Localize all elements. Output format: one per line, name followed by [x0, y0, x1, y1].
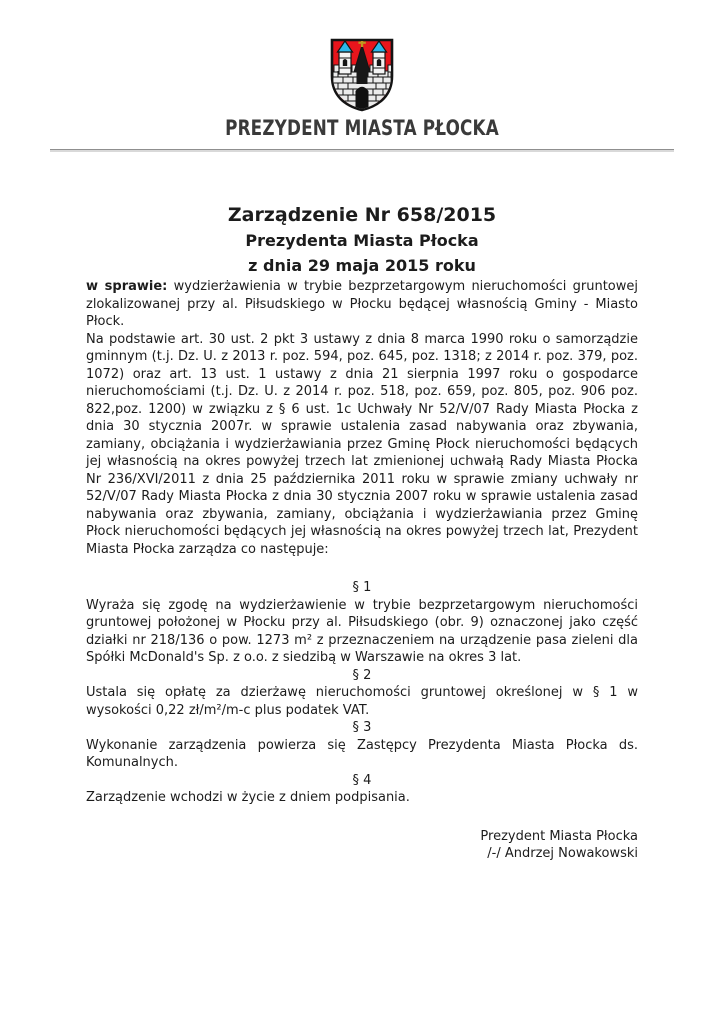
subject-label: w sprawie: — [86, 279, 168, 294]
subject-text: wydzierżawienia w trybie bezprzetargowym nieruchomości gruntowej zlokalizowanej przy al. Piłsudskiego w Płocku będącej własnością Gminy - Miasto Płock. — [86, 279, 639, 329]
document-title — [86, 202, 638, 278]
section-2-text: Ustala się opłatę za dzierżawę nieruchomości gruntowej określonej w § 1 w wysokości 0,22 zł/m²/m-c plus podatek VAT. — [86, 685, 638, 718]
section-2-mark: § 2 — [352, 667, 372, 683]
section-4-mark: § 4 — [352, 772, 372, 788]
plock-coat-of-arms-icon — [330, 38, 394, 112]
header-divider — [50, 149, 674, 152]
office-name: PREZYDENT MIASTA PŁOCKA — [225, 116, 499, 140]
signature-name: /-/ Andrzej Nowakowski — [487, 846, 638, 861]
document-body — [86, 202, 638, 863]
subject-paragraph — [86, 278, 638, 331]
section-3-text: Wykonanie zarządzenia powierza się Zastępcy Prezydenta Miasta Płocka ds. Komunalnych. — [86, 737, 638, 770]
legal-basis-paragraph: Na podstawie art. 30 ust. 2 pkt 3 ustawy z dnia 8 marca 1990 roku o samorządzie gminnym (t.j. Dz. U. z 2013 r. poz. 594, poz. 645, poz. 1318; z 2014 r. poz. 379, poz. 1072) oraz art. 13 ust. 1 ustawy z dnia 21 sierpnia 1997 roku o gospodarce nieruchomościami (t.j. Dz. U. z 2014 r. poz. 518, poz. 659, poz. 805, poz. 906 poz. 822,poz. 1200) w związku z § 6 ust. 1c Uchwały Nr 52/V/07 Rady Miasta Płocka z dnia 30 stycznia 2007r. w sprawie ustalenia zasad nabywania oraz zbywania, zamiany, obciążania i wydzierżawiania przez Gminę Płock nieruchomości będących jej własnością na okres powyżej trzech lat zmienionej uchwałą Rady Miasta Płocka Nr 236/XVI/2011 z dnia 25 października 2011 roku w sprawie zmiany uchwały nr 52/V/07 Rady Miasta Płocka z dnia 30 stycznia 2007 roku w sprawie ustalenia zasad nabywania oraz zbywania, zamiany, obciążania i wydzierżawiania przez Gminę Płock nieruchomości będących jej własnością na okres powyżej trzech lat, Prezydent Miasta Płocka zarządza co następuje: — [86, 331, 638, 557]
signature-title: Prezydent Miasta Płocka — [480, 828, 638, 844]
section-4-text: Zarządzenie wchodzi w życie z dniem podpisania. — [86, 790, 410, 805]
section-3-mark: § 3 — [352, 720, 372, 735]
section-1-mark: § 1 — [352, 580, 372, 595]
title-date: z dnia 29 maja 2015 roku — [248, 256, 476, 275]
document-header — [0, 38, 724, 152]
signature-block — [86, 828, 638, 863]
title-number: Zarządzenie Nr 658/2015 — [227, 204, 497, 226]
section-1-text: Wyraża się zgodę na wydzierżawienie w trybie bezprzetargowym nieruchomości gruntowej położonej w Płocku przy al. Piłsudskiego (obr. 9) oznaczonej jako część działki nr 218/136 o pow. 1273 m² z przeznaczeniem na urządzenie pasa zieleni dla Spółki McDonald's Sp. z o.o. z siedzibą w Warszawie na okres 3 lat. — [86, 597, 638, 665]
title-issuer: Prezydenta Miasta Płocka — [245, 231, 479, 250]
